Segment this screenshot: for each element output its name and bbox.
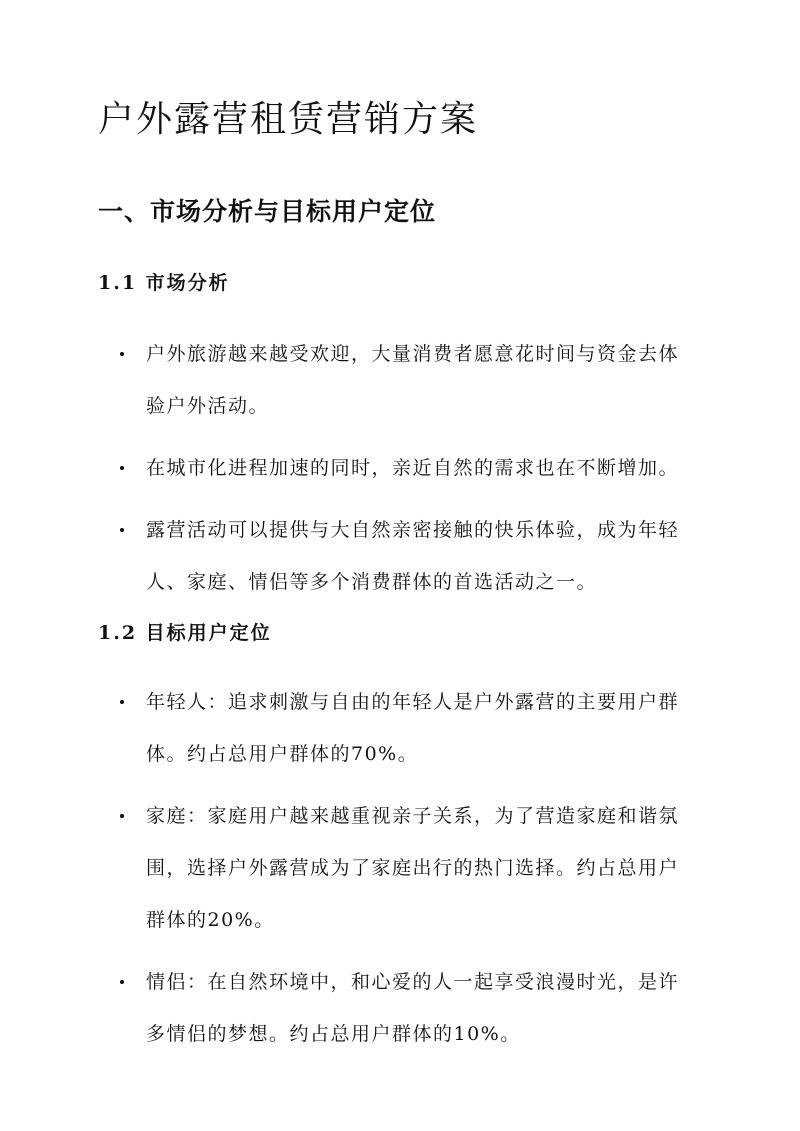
bullet-icon (120, 700, 124, 704)
bullet-icon (120, 814, 124, 818)
section-heading-market-analysis: 一、市场分析与目标用户定位 (98, 197, 437, 226)
subsection-heading-market-analysis: 1.1 市场分析 (98, 272, 230, 294)
list-item-text: 家庭：家庭用户越来越重视亲子关系，为了营造家庭和谐氛围，选择户外露营成为了家庭出行的热门选择。约占总用户群体的20%。 (146, 805, 680, 931)
list-item (98, 328, 698, 432)
list-item (98, 504, 698, 608)
target-users-list (98, 676, 698, 1070)
list-item (98, 442, 698, 494)
list-item-text: 户外旅游越来越受欢迎，大量消费者愿意花时间与资金去体验户外活动。 (146, 343, 680, 417)
list-item-text: 情侣：在自然环境中，和心爱的人一起享受浪漫时光，是许多情侣的梦想。约占总用户群体的10%。 (146, 971, 680, 1045)
list-item (98, 956, 698, 1060)
list-item-text: 年轻人：追求刺激与自由的年轻人是户外露营的主要用户群体。约占总用户群体的70%。 (146, 691, 680, 765)
list-item-text: 露营活动可以提供与大自然亲密接触的快乐体验，成为年轻人、家庭、情侣等多个消费群体的首选活动之一。 (146, 519, 680, 593)
bullet-icon (120, 352, 124, 356)
list-item (98, 676, 698, 780)
list-item-text: 在城市化进程加速的同时，亲近自然的需求也在不断增加。 (146, 457, 680, 479)
document-title: 户外露营租赁营销方案 (98, 99, 479, 140)
bullet-icon (120, 466, 124, 470)
market-analysis-list (98, 328, 698, 618)
list-item (98, 790, 698, 946)
bullet-icon (120, 528, 124, 532)
subsection-heading-target-users: 1.2 目标用户定位 (98, 622, 272, 644)
bullet-icon (120, 980, 124, 984)
